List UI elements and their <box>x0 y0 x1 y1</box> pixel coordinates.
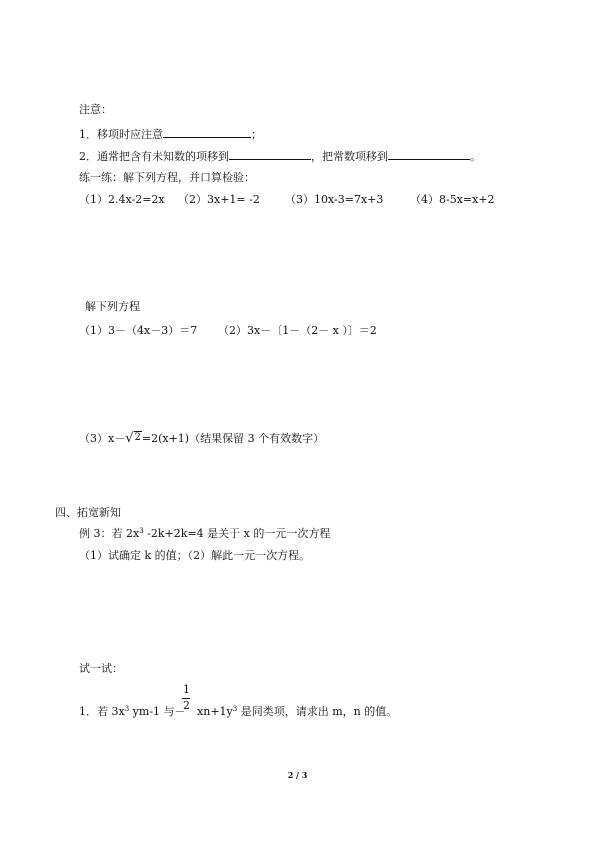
solve-problem-3-suffix: =2(x+1)（结果保留 3 个有效数字） <box>141 432 325 445</box>
note-item-2-prefix: 2．通常把含有未知数的项移到 <box>79 150 229 163</box>
solve-heading: 解下列方程 <box>85 300 140 313</box>
try-q1-after-fraction: xn+1y <box>193 705 233 718</box>
example-3 <box>79 527 330 541</box>
note-item-2 <box>79 149 481 164</box>
note-item-1-suffix: ； <box>251 128 262 141</box>
sqrt-argument: 2 <box>134 432 141 443</box>
example-3-exponent: 3 <box>139 527 144 535</box>
solve-problem-1: （1）3－（4x－3）＝7 <box>79 324 198 337</box>
practice-problem-3: （3）10x-3=7x+3 <box>285 193 384 206</box>
practice-problem-2: （2）3x+1= -2 <box>178 193 260 206</box>
fraction-numerator: 1 <box>183 683 190 696</box>
practice-problem-1: （1）2.4x-2=2x <box>79 193 165 206</box>
solve-problem-2: （2）3x－〔1－（2－ x ）〕＝2 <box>218 324 377 337</box>
try-question-1 <box>79 705 397 719</box>
practice-problem-4: （4）8-5x=x+2 <box>410 193 495 206</box>
try-q1-exponent-2: 3 <box>232 705 238 713</box>
note-item-2-suffix: 。 <box>470 150 481 163</box>
page-number: 2 / 3 <box>287 770 308 780</box>
sqrt-icon: √ <box>125 431 134 446</box>
example-3-prefix: 例 3：若 2x <box>79 527 140 540</box>
note-item-1 <box>79 127 262 142</box>
example-3-suffix: -2k+2k=4 是关于 x 的一元一次方程 <box>143 527 331 540</box>
try-q1-middle: ym-1 与－ <box>129 705 186 718</box>
note-item-1-prefix: 1．移项时应注意 <box>79 128 163 141</box>
fraction-denominator: 2 <box>183 699 190 712</box>
try-q1-prefix: 1．若 3x <box>79 705 125 718</box>
sqrt-expression <box>125 432 142 447</box>
try-q1-exponent-1: 3 <box>124 705 130 713</box>
practice-heading: 练一练：解下列方程，并口算检验： <box>79 171 255 184</box>
try-q1-suffix: 是同类项，请求出 m，n 的值。 <box>237 705 398 718</box>
example-3-tasks: （1）试确定 k 的值；（2）解此一元一次方程。 <box>79 549 311 562</box>
note-item-2-middle: ，把常数项移到 <box>311 150 388 163</box>
answer-blank-3[interactable] <box>388 149 470 160</box>
notes-heading: 注意： <box>79 103 112 116</box>
answer-blank-1[interactable] <box>163 127 251 138</box>
try-heading: 试一试： <box>79 662 123 675</box>
section-4-heading: 四、拓宽新知 <box>55 506 121 519</box>
solve-problem-3 <box>79 432 324 447</box>
answer-blank-2[interactable] <box>229 149 311 160</box>
solve-problem-3-prefix: （3）x－ <box>79 432 126 445</box>
